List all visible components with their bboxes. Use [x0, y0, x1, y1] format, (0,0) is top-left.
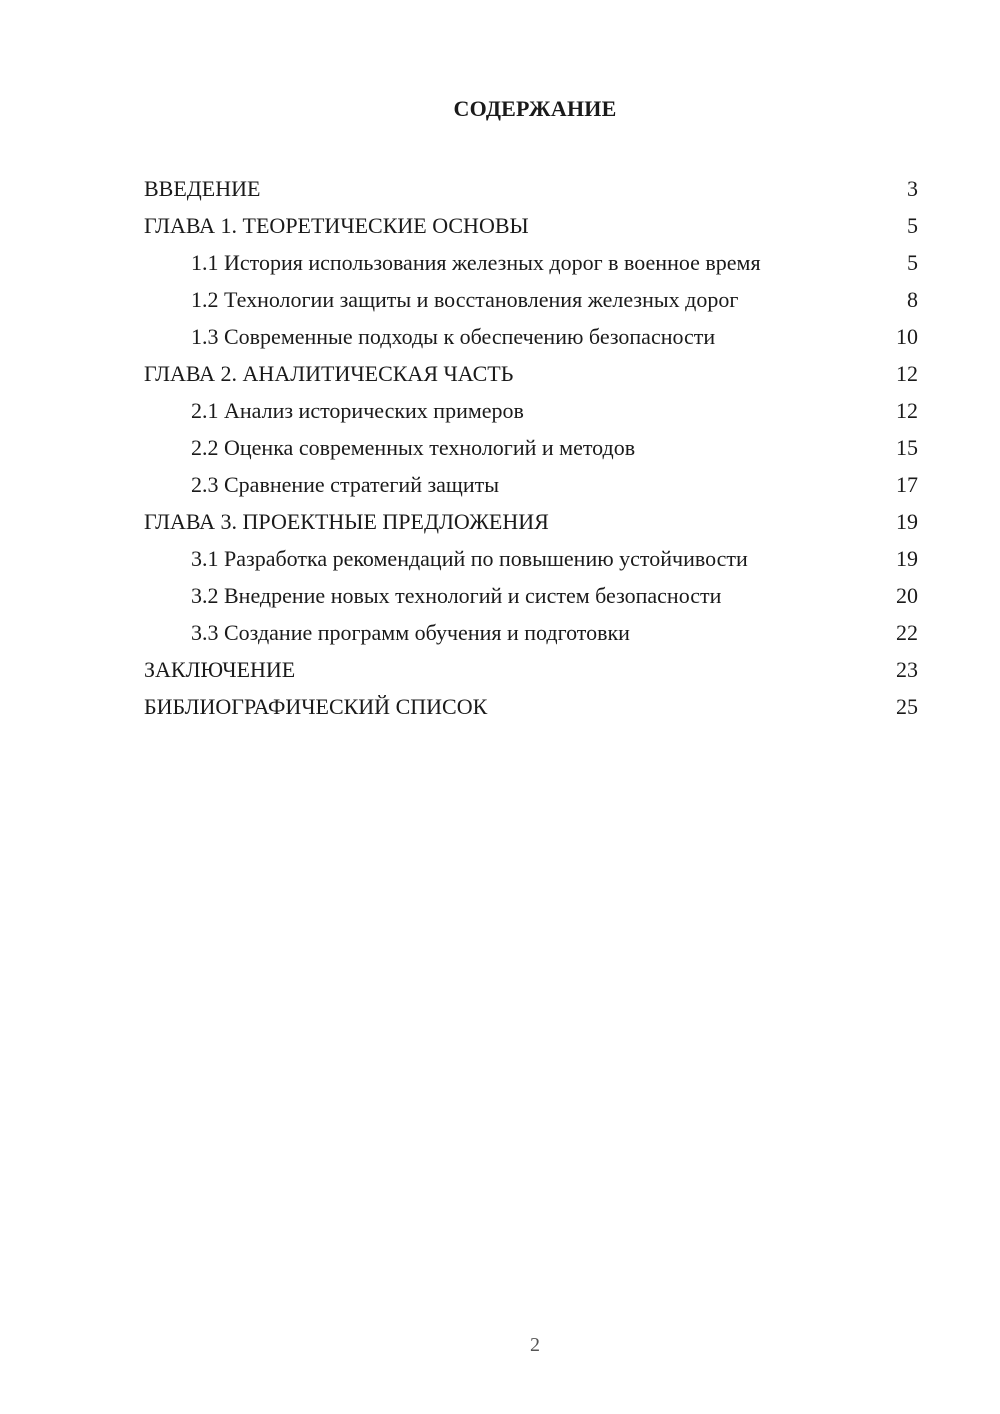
toc-entry-chapter-1[interactable]	[144, 207, 918, 244]
toc-entry-label: 1.3 Современные подходы к обеспечению безопасности	[191, 324, 716, 349]
toc-entry-label: ГЛАВА 2. АНАЛИТИЧЕСКАЯ ЧАСТЬ	[144, 361, 514, 386]
toc-entry-section-1-2[interactable]	[144, 281, 918, 318]
table-of-contents	[144, 170, 918, 725]
toc-entry-section-2-2[interactable]	[144, 429, 918, 466]
page-number: 2	[530, 1334, 540, 1356]
toc-entry-page: 15	[896, 435, 918, 460]
toc-entry-page: 23	[896, 657, 918, 682]
toc-entry-label: 3.2 Внедрение новых технологий и систем безопасности	[191, 583, 722, 608]
toc-entry-page: 25	[896, 694, 918, 719]
toc-entry-label: 2.2 Оценка современных технологий и методов	[191, 435, 636, 460]
page-title: СОДЕРЖАНИЕ	[453, 96, 617, 121]
toc-entry-introduction[interactable]	[144, 170, 918, 207]
toc-entry-page: 17	[896, 472, 918, 497]
toc-entry-section-3-1[interactable]	[144, 540, 918, 577]
toc-entry-page: 22	[896, 620, 918, 645]
toc-entry-page: 12	[896, 361, 918, 386]
toc-entry-label: 2.1 Анализ исторических примеров	[191, 398, 524, 423]
toc-entry-label: ГЛАВА 1. ТЕОРЕТИЧЕСКИЕ ОСНОВЫ	[144, 213, 529, 238]
toc-entry-label: 3.1 Разработка рекомендаций по повышению устойчивости	[191, 546, 748, 571]
toc-entry-page: 19	[896, 509, 918, 534]
toc-entry-label: 1.2 Технологии защиты и восстановления железных дорог	[191, 287, 739, 312]
toc-entry-page: 5	[907, 213, 918, 238]
toc-entry-section-1-1[interactable]	[144, 244, 918, 281]
toc-entry-page: 5	[907, 250, 918, 275]
toc-entry-page: 20	[896, 583, 918, 608]
toc-entry-page: 8	[907, 287, 918, 312]
toc-entry-label: 2.3 Сравнение стратегий защиты	[191, 472, 500, 497]
toc-entry-label: ГЛАВА 3. ПРОЕКТНЫЕ ПРЕДЛОЖЕНИЯ	[144, 509, 549, 534]
toc-entry-section-3-3[interactable]	[144, 614, 918, 651]
toc-entry-chapter-2[interactable]	[144, 355, 918, 392]
toc-entry-section-3-2[interactable]	[144, 577, 918, 614]
toc-entry-page: 10	[896, 324, 918, 349]
toc-entry-chapter-3[interactable]	[144, 503, 918, 540]
toc-entry-section-1-3[interactable]	[144, 318, 918, 355]
toc-entry-section-2-3[interactable]	[144, 466, 918, 503]
toc-entry-section-2-1[interactable]	[144, 392, 918, 429]
toc-entry-bibliography[interactable]	[144, 688, 918, 725]
toc-entry-label: 1.1 История использования железных дорог в военное время	[191, 250, 761, 275]
toc-entry-page: 3	[907, 176, 918, 201]
toc-entry-label: ВВЕДЕНИЕ	[144, 176, 261, 201]
toc-entry-page: 19	[896, 546, 918, 571]
toc-entry-page: 12	[896, 398, 918, 423]
toc-entry-label: ЗАКЛЮЧЕНИЕ	[144, 657, 296, 682]
toc-entry-label: БИБЛИОГРАФИЧЕСКИЙ СПИСОК	[144, 694, 488, 719]
toc-entry-conclusion[interactable]	[144, 651, 918, 688]
toc-entry-label: 3.3 Создание программ обучения и подготовки	[191, 620, 630, 645]
